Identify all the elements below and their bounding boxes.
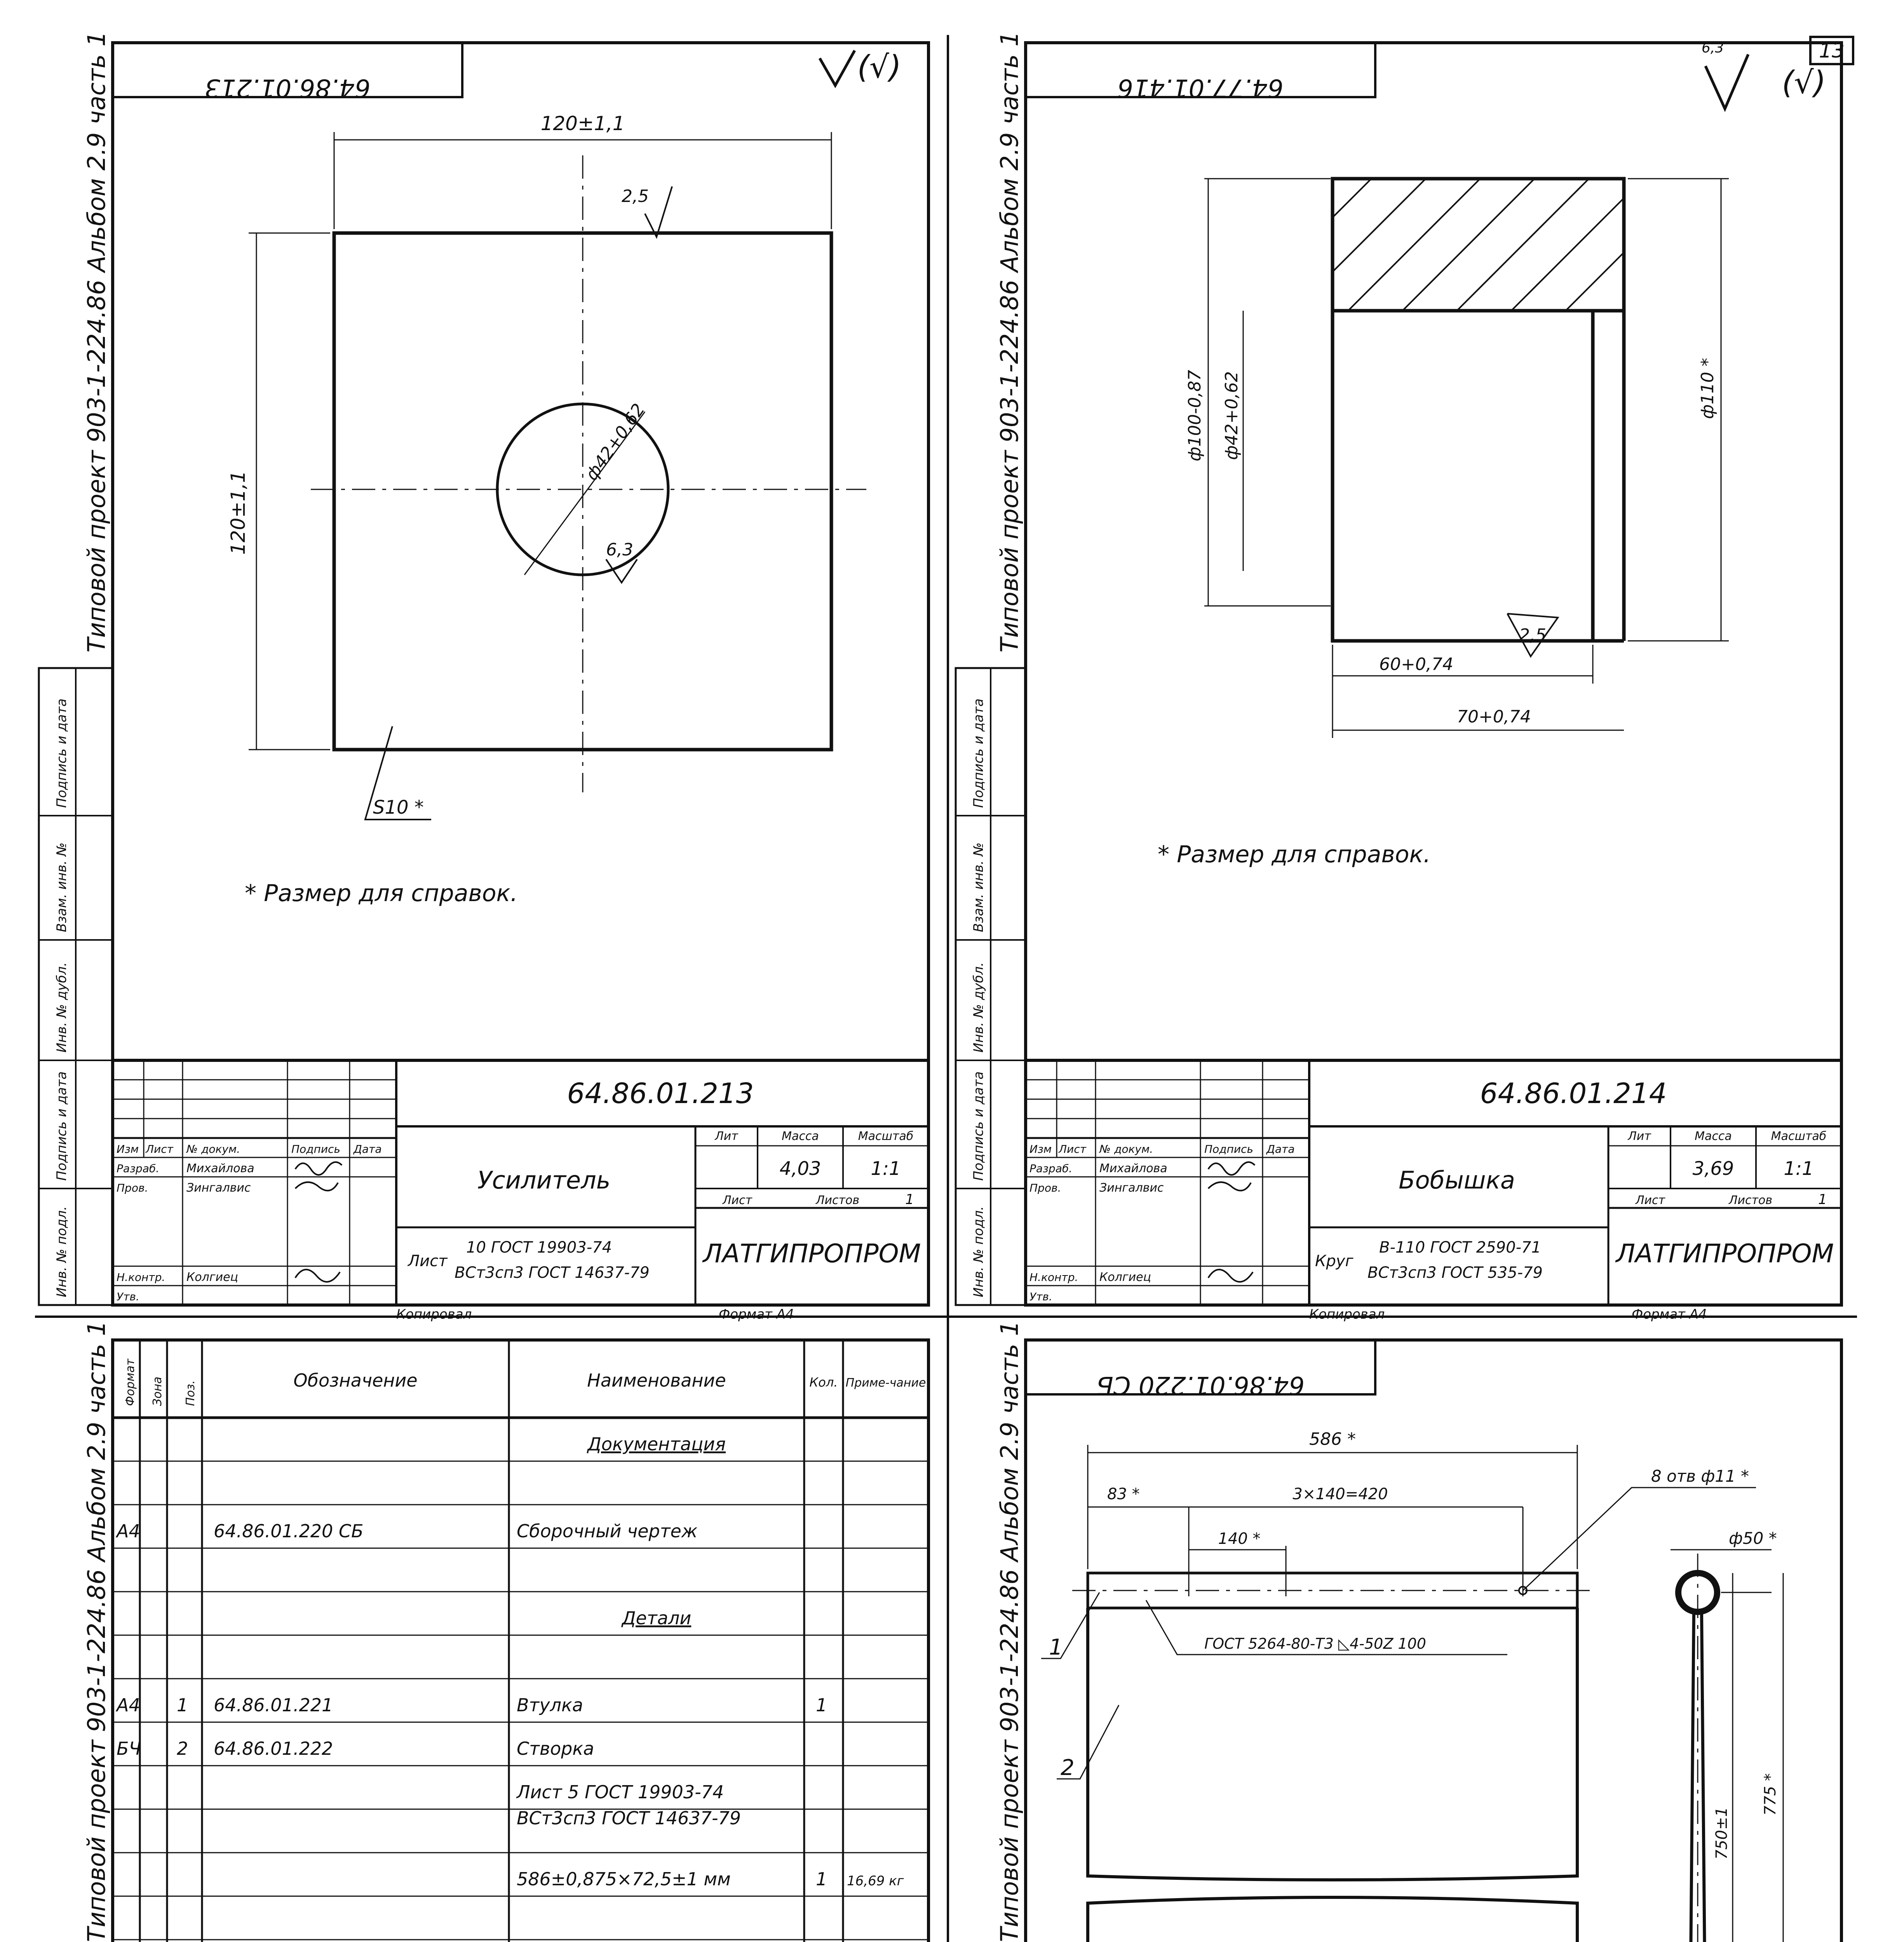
- sheet-1-tb-material-type: Лист: [408, 1252, 448, 1270]
- sheet-2-tb-scale-label: Масштаб: [1771, 1129, 1827, 1143]
- sheet-1-code-mirror: 64.86.01.213: [204, 73, 371, 102]
- sheet-1-side-field-4: Подпись и дата: [54, 1071, 70, 1181]
- sheet-1-tb-org: ЛАТГИПРОПРОМ: [703, 1239, 921, 1269]
- page-number: 13: [1819, 39, 1845, 63]
- sheet-4-holes-leader: [1523, 1488, 1756, 1590]
- sheet-2-tb-sheet-label: Лист: [1636, 1194, 1665, 1207]
- sheet-1-copied: Копировал: [396, 1307, 472, 1322]
- sheet-4-weld: ГОСТ 5264-80-Т3 ◺4-50Z 100: [1204, 1635, 1426, 1652]
- sheet-2-tb-role-3: Н.контр.: [1030, 1271, 1078, 1284]
- sheet-1-tb-code: 64.86.01.213: [567, 1077, 754, 1110]
- sheet-2-tb-name-3: Колгиец: [1099, 1270, 1151, 1284]
- sheet-1-tb-sheets-count: 1: [905, 1192, 914, 1208]
- sheet-2-side-field-3: Инв. № дубл.: [971, 962, 986, 1053]
- spec-cell-designation: 64.86.01.221: [214, 1695, 333, 1716]
- sheet-1-side-field-2: Взам. инв. №: [54, 842, 70, 932]
- spec-hdr-fmt: Формат: [124, 1359, 137, 1406]
- spec-cell-qty: 1: [816, 1869, 827, 1890]
- spec-hdr-note: Приме-чание: [845, 1376, 926, 1390]
- spec-cell-designation: 64.86.01.220 СБ: [214, 1521, 364, 1542]
- sheet-2-hatched-section: [1333, 179, 1624, 311]
- spec-cell-note: 16,69 кг: [847, 1873, 904, 1889]
- spec-cell-name: Лист 5 ГОСТ 19903-74: [517, 1782, 724, 1803]
- sheet-4-dim-len2: 775 *: [1761, 1773, 1779, 1816]
- hatch-7: [1566, 252, 1624, 311]
- sheet-2-tb-sheets-label: Листов: [1729, 1194, 1773, 1207]
- spec-table-row: [517, 1808, 741, 1829]
- sheet-4-dim-tube: ф50 *: [1729, 1529, 1777, 1548]
- sheet-1-tb-mass-label: Масса: [782, 1129, 819, 1143]
- sheet-4-pos1: 1: [1049, 1635, 1063, 1660]
- sheet-1-tb-sheets-label: Листов: [816, 1194, 860, 1207]
- sheet-1-side-field-3: Инв. № дубл.: [54, 962, 70, 1053]
- sheet-1-tb-mass: 4,03: [779, 1158, 821, 1180]
- sheet-1-tb-name-2: Зингалвис: [186, 1181, 251, 1195]
- sheet-2-tb-name-1: Михайлова: [1099, 1162, 1167, 1175]
- sheet-2-dim-len1: 60+0,74: [1379, 654, 1453, 674]
- sheet-2-tb-hdr-izm: Изм: [1030, 1143, 1052, 1155]
- sheet-2-roughness: (√): [1782, 64, 1826, 101]
- hatch-6: [1511, 198, 1624, 311]
- sheet-1-tb-hdr-izm: Изм: [117, 1143, 139, 1155]
- hatch-4: [1402, 179, 1535, 311]
- spec-cell-fmt: А4: [117, 1695, 140, 1716]
- spec-table-row: [517, 1869, 904, 1890]
- sheet-2-tb-name-2: Зингалвис: [1099, 1181, 1164, 1195]
- sheet-2-signature-2: [1208, 1182, 1251, 1191]
- sheet-1-rough-a-icon: [645, 186, 672, 237]
- sheet-2-binding-text: Типовой проект 903-1-224.86 Альбом 2.9 часть 1: [995, 31, 1024, 653]
- sheet-1-roughness: (√): [857, 49, 901, 85]
- sheet-2-body: [1333, 311, 1593, 641]
- sheet-1-rough-b: 6,3: [606, 540, 633, 560]
- sheet-4-dim-total: 586 *: [1309, 1429, 1356, 1449]
- sheet-1-side-field-5: Инв. № подл.: [54, 1206, 70, 1297]
- sheet-2-dim-len2: 70+0,74: [1457, 707, 1531, 727]
- spec-cell-name: Детали: [622, 1608, 692, 1629]
- sheet-1-tb-hdr-date: Дата: [354, 1143, 382, 1155]
- spec-table-row: [117, 1738, 594, 1759]
- spec-cell-name: 586±0,875×72,5±1 мм: [517, 1869, 731, 1890]
- hatch-1: [1333, 179, 1371, 218]
- sheet-2-title-block: [1026, 1060, 1841, 1305]
- sheet-2-format: Формат А4: [1632, 1307, 1707, 1322]
- sheet-2-tb-material-2: ВСт3сп3 ГОСТ 535-79: [1367, 1264, 1543, 1282]
- sheet-4-flap-lower: [1088, 1897, 1577, 1942]
- sheet-2-dim-outer: ф110 *: [1698, 358, 1718, 419]
- sheet-2-side-field-5: Инв. № подл.: [971, 1206, 986, 1297]
- sheet-4-dim-a: 83 *: [1107, 1485, 1140, 1503]
- sheet-2-tb-lit: Лит: [1628, 1129, 1651, 1143]
- spec-cell-name: Сборочный чертеж: [517, 1521, 698, 1542]
- spec-table-row: [621, 1608, 692, 1629]
- sheet-2-tb-hdr-sign: Подпись: [1204, 1143, 1253, 1155]
- sheet-2: [956, 31, 1841, 1322]
- sheet-1-title-block: [113, 1060, 928, 1305]
- sheet-3-binding-text: Типовой проект 903-1-224.86 Альбом 2.9 часть 1: [82, 1321, 111, 1942]
- sheet-2-tb-hdr-date: Дата: [1266, 1143, 1295, 1155]
- sheet-2-side-field-1: Подпись и дата: [971, 698, 986, 808]
- sheet-2-tb-material-type: Круг: [1315, 1252, 1354, 1270]
- sheet-2-tb-title: Бобышка: [1399, 1166, 1515, 1194]
- sheet-1-tb-material-1: 10 ГОСТ 19903-74: [466, 1239, 612, 1256]
- sheet-1-format: Формат А4: [719, 1307, 794, 1322]
- sheet-1-tb-material-2: ВСт3сп3 ГОСТ 14637-79: [455, 1264, 650, 1282]
- sheet-1-tb-role-1: Разраб.: [117, 1162, 160, 1175]
- hatch-5: [1457, 179, 1589, 311]
- sheet-2-copied: Копировал: [1309, 1307, 1385, 1322]
- sheet-1-note: * Размер для справок.: [245, 880, 518, 907]
- sheet-2-signature-1: [1208, 1162, 1255, 1175]
- sheet-1-binding-text: Типовой проект 903-1-224.86 Альбом 2.9 часть 1: [82, 31, 111, 653]
- sheet-4-pos2: 2: [1061, 1755, 1075, 1780]
- spec-table-row: [516, 1782, 724, 1803]
- sheet-1: [39, 31, 928, 1322]
- sheet-1-tb-lit: Лит: [715, 1129, 738, 1143]
- sheet-1-dim-width: 120±1,1: [540, 112, 625, 135]
- sheet-4-dim-pitch: 3×140=420: [1293, 1485, 1388, 1503]
- spec-cell-name: Втулка: [517, 1695, 583, 1716]
- sheet-2-tb-scale: 1:1: [1784, 1158, 1814, 1180]
- sheet-1-roughness-icon: [820, 50, 855, 85]
- sheet-2-tb-sheets-count: 1: [1818, 1192, 1827, 1208]
- spec-cell-pos: 1: [177, 1695, 188, 1716]
- sheet-2-roughness-icon: [1705, 54, 1748, 109]
- sheet-1-tb-role-4: Утв.: [117, 1290, 139, 1303]
- sheet-2-hatching: [1333, 179, 1624, 311]
- sheet-1-tb-name-1: Михайлова: [186, 1162, 254, 1175]
- sheet-2-side-field-4: Подпись и дата: [971, 1071, 986, 1181]
- sheet-1-tb-hdr-doc: № докум.: [186, 1143, 240, 1155]
- spec-cell-pos: 2: [177, 1738, 188, 1759]
- sheet-2-side-field-2: Взам. инв. №: [971, 842, 986, 932]
- sheet-1-dim-height: 120±1,1: [227, 470, 249, 555]
- sheet-2-tb-hdr-doc: № докум.: [1099, 1143, 1153, 1155]
- sheet-1-tb-name-3: Колгиец: [186, 1270, 238, 1284]
- sheet-1-signature-1: [295, 1162, 342, 1175]
- sheet-3: [39, 1321, 928, 1942]
- sheet-2-tb-role-2: Пров.: [1030, 1182, 1061, 1194]
- sheet-1-tb-hdr-sign: Подпись: [291, 1143, 340, 1155]
- sheet-1-tb-scale: 1:1: [871, 1158, 901, 1180]
- sheet-2-tb-code: 64.86.01.214: [1480, 1077, 1667, 1110]
- sheet-2-tb-role-1: Разраб.: [1030, 1162, 1073, 1175]
- sheet-1-tb-title: Усилитель: [477, 1166, 611, 1194]
- sheet-1-dim-hole: ф42+0,62: [582, 400, 649, 484]
- spec-cell-designation: 64.86.01.222: [214, 1738, 333, 1759]
- sheet-4-code-mirror: 64.86.01.220 СБ: [1096, 1371, 1305, 1399]
- sheet-2-note: * Размер для справок.: [1158, 841, 1431, 868]
- spec-table-row: [587, 1434, 726, 1455]
- sheet-1-signature-2: [295, 1182, 338, 1191]
- spec-hdr-zone: Зона: [151, 1376, 164, 1406]
- sheet-4-dim-len1: 750±1: [1713, 1807, 1731, 1860]
- sheet-2-tb-material-1: В-110 ГОСТ 2590-71: [1379, 1239, 1541, 1256]
- spec-cell-fmt: А4: [117, 1521, 140, 1542]
- sheet-4-dim-b: 140 *: [1218, 1530, 1261, 1548]
- sheet-2-dim-hole: ф42+0,62: [1222, 371, 1242, 460]
- sheet-4: [956, 1321, 1841, 1942]
- sheet-2-tb-mass: 3,69: [1692, 1158, 1734, 1180]
- sheet-1-tb-hdr-list: Лист: [146, 1143, 173, 1155]
- spec-table-row: [115, 1695, 827, 1716]
- spec-hdr-pos: Поз.: [184, 1380, 197, 1406]
- sheet-4-binding-text: Типовой проект 903-1-224.86 Альбом 2.9 часть 1: [995, 1321, 1024, 1942]
- hatch-3: [1348, 179, 1480, 311]
- spec-hdr-qty: Кол.: [809, 1375, 838, 1390]
- sheet-2-signature-3: [1208, 1270, 1253, 1282]
- sheet-1-dim-thickness: S10 *: [373, 797, 424, 818]
- sheet-1-side-field-1: Подпись и дата: [54, 698, 70, 808]
- spec-cell-qty: 1: [816, 1695, 827, 1716]
- spec-cell-name: Документация: [587, 1434, 726, 1455]
- spec-cell-name: Створка: [517, 1738, 594, 1759]
- sheet-1-tb-scale-label: Масштаб: [858, 1129, 914, 1143]
- sheet-2-tb-mass-label: Масса: [1695, 1129, 1732, 1143]
- spec-hdr-name: Наименование: [587, 1370, 726, 1391]
- sheet-2-tb-role-4: Утв.: [1030, 1290, 1052, 1303]
- sheet-1-rough-a: 2,5: [622, 186, 649, 206]
- spec-cell-fmt: БЧ: [117, 1738, 141, 1759]
- sheet-2-dim-bore: ф100-0,87: [1185, 370, 1205, 461]
- spec-hdr-designation: Обозначение: [293, 1370, 418, 1391]
- sheet-1-signature-3: [295, 1270, 340, 1282]
- sheet-3-spec-table: [113, 1340, 928, 1942]
- sheet-2-roughness-value: 6,3: [1702, 40, 1724, 56]
- sheet-4-dim-holes: 8 отв ф11 *: [1651, 1467, 1749, 1486]
- hatch-2: [1333, 179, 1426, 272]
- sheet-2-code-mirror: 64.77.01.416: [1117, 73, 1284, 102]
- spec-cell-name: ВСт3сп3 ГОСТ 14637-79: [517, 1808, 741, 1829]
- sheet-1-tb-sheet-label: Лист: [723, 1194, 753, 1207]
- sheet-2-tb-hdr-list: Лист: [1059, 1143, 1086, 1155]
- sheet-1-tb-role-3: Н.контр.: [117, 1271, 165, 1284]
- sheet-3-frame: [113, 1340, 928, 1942]
- sheet-2-tb-org: ЛАТГИПРОПРОМ: [1616, 1239, 1834, 1269]
- sheet-1-tb-role-2: Пров.: [117, 1182, 148, 1194]
- sheet-2-rough-a: 2,5: [1519, 625, 1546, 645]
